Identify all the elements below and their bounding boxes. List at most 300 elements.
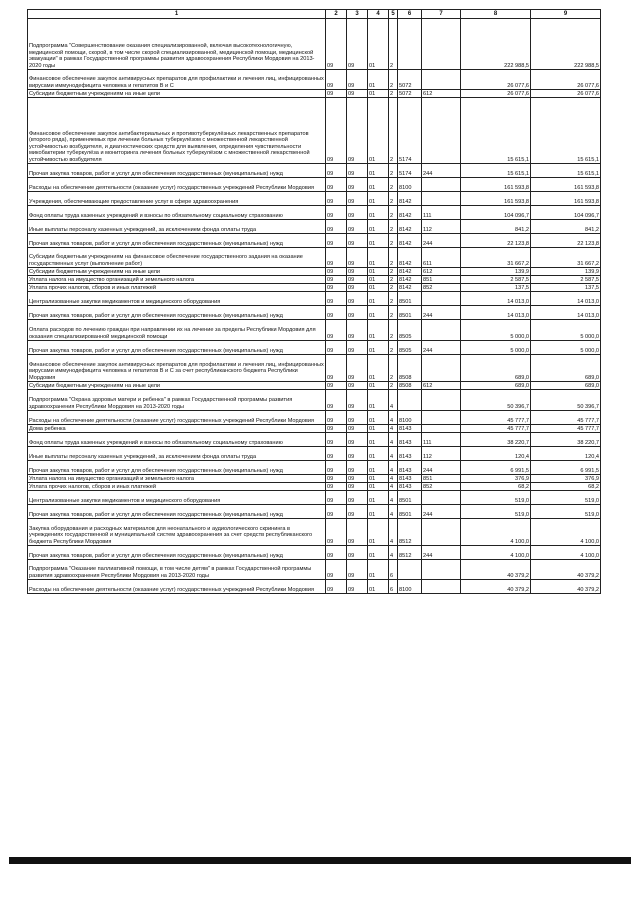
code-cell: 09: [347, 355, 368, 382]
amount-cell: 26 077,6: [531, 90, 601, 98]
code-cell: 4: [389, 519, 398, 546]
code-cell: 8100: [398, 411, 422, 425]
code-cell: 09: [347, 580, 368, 594]
header-cell: 4: [368, 10, 389, 19]
code-cell: [422, 70, 461, 90]
code-cell: 8143: [398, 447, 422, 461]
code-cell: 09: [326, 447, 347, 461]
code-cell: [398, 560, 422, 580]
code-cell: 01: [368, 433, 389, 447]
code-cell: 8142: [398, 220, 422, 234]
amount-cell: 6 991,5: [461, 461, 531, 475]
table-row: [28, 206, 601, 220]
amount-cell: 31 667,2: [531, 248, 601, 268]
code-cell: 01: [368, 306, 389, 320]
amount-cell: 14 013,0: [461, 306, 531, 320]
code-cell: 8142: [398, 276, 422, 284]
code-cell: 09: [347, 220, 368, 234]
table-row: [28, 475, 601, 483]
code-cell: 8142: [398, 284, 422, 292]
amount-cell: 45 777,7: [461, 411, 531, 425]
code-cell: 01: [368, 411, 389, 425]
code-cell: 8100: [398, 178, 422, 192]
code-cell: 09: [326, 306, 347, 320]
table-row: [28, 98, 601, 164]
code-cell: 09: [347, 19, 368, 70]
code-cell: [422, 519, 461, 546]
code-cell: [422, 292, 461, 306]
code-cell: 01: [368, 284, 389, 292]
code-cell: 09: [347, 433, 368, 447]
code-cell: 09: [326, 390, 347, 411]
code-cell: 2: [389, 206, 398, 220]
code-cell: 09: [326, 292, 347, 306]
code-cell: 09: [326, 341, 347, 355]
amount-cell: 26 077,6: [531, 70, 601, 90]
code-cell: 2: [389, 292, 398, 306]
code-cell: 8143: [398, 461, 422, 475]
table-row: [28, 411, 601, 425]
row-name-cell: Прочая закупка товаров, работ и услуг для обеспечения государственных (муниципальных) нужд: [28, 306, 326, 320]
table-row: [28, 461, 601, 475]
table-row: [28, 248, 601, 268]
code-cell: 09: [326, 519, 347, 546]
code-cell: 01: [368, 164, 389, 178]
code-cell: 112: [422, 220, 461, 234]
code-cell: 09: [326, 505, 347, 519]
code-cell: 852: [422, 284, 461, 292]
code-cell: 4: [389, 425, 398, 433]
code-cell: 2: [389, 355, 398, 382]
amount-cell: 161 593,8: [531, 178, 601, 192]
row-name-cell: Субсидии бюджетным учреждениям на финансовое обеспечение государственного задания на оказание государственных услуг (выполнение работ): [28, 248, 326, 268]
code-cell: 09: [347, 98, 368, 164]
amount-cell: 519,0: [531, 491, 601, 505]
table-row: [28, 19, 601, 70]
code-cell: 09: [347, 475, 368, 483]
table-header-row: [28, 10, 601, 19]
code-cell: 2: [389, 164, 398, 178]
amount-cell: 104 096,7: [531, 206, 601, 220]
amount-cell: 2 587,5: [531, 276, 601, 284]
code-cell: 01: [368, 491, 389, 505]
row-name-cell: Иные выплаты персоналу казенных учреждений, за исключением фонда оплаты труда: [28, 220, 326, 234]
code-cell: 09: [326, 164, 347, 178]
row-name-cell: Финансовое обеспечение закупок антивирусных препаратов для профилактики и лечения лиц, инфицированных вирусами иммунодефицита человека и гепатитов В и С за счет республиканского бюджета Республики Мордовия: [28, 355, 326, 382]
code-cell: 01: [368, 580, 389, 594]
budget-table: [27, 9, 601, 594]
code-cell: 01: [368, 519, 389, 546]
table-row: [28, 90, 601, 98]
table-row: [28, 70, 601, 90]
header-cell: 3: [347, 10, 368, 19]
code-cell: 8508: [398, 382, 422, 390]
code-cell: 6: [389, 560, 398, 580]
table-row: [28, 320, 601, 341]
code-cell: 09: [347, 306, 368, 320]
code-cell: [422, 491, 461, 505]
code-cell: 09: [326, 248, 347, 268]
row-name-cell: Уплата налога на имущество организаций и земельного налога: [28, 475, 326, 483]
table-row: [28, 425, 601, 433]
amount-cell: 139,9: [461, 268, 531, 276]
amount-cell: 38 220,7: [531, 433, 601, 447]
table-row: [28, 192, 601, 206]
code-cell: 4: [389, 390, 398, 411]
row-name-cell: Иные выплаты персоналу казенных учреждений, за исключением фонда оплаты труда: [28, 447, 326, 461]
code-cell: 09: [347, 292, 368, 306]
code-cell: 851: [422, 276, 461, 284]
amount-cell: 4 100,0: [461, 546, 531, 560]
code-cell: 2: [389, 341, 398, 355]
code-cell: 244: [422, 341, 461, 355]
code-cell: 8505: [398, 320, 422, 341]
amount-cell: 5 000,0: [531, 320, 601, 341]
header-cell: 1: [28, 10, 326, 19]
table-row: [28, 560, 601, 580]
code-cell: 111: [422, 433, 461, 447]
code-cell: 09: [326, 320, 347, 341]
code-cell: 09: [326, 475, 347, 483]
code-cell: 2: [389, 306, 398, 320]
code-cell: 8142: [398, 234, 422, 248]
table-row: [28, 292, 601, 306]
code-cell: 09: [347, 164, 368, 178]
code-cell: 112: [422, 447, 461, 461]
code-cell: [422, 425, 461, 433]
code-cell: 01: [368, 546, 389, 560]
table-row: [28, 341, 601, 355]
header-cell: 6: [398, 10, 422, 19]
table-row: [28, 382, 601, 390]
code-cell: 2: [389, 70, 398, 90]
amount-cell: 104 096,7: [461, 206, 531, 220]
code-cell: 09: [326, 276, 347, 284]
code-cell: 2: [389, 284, 398, 292]
code-cell: 09: [347, 90, 368, 98]
code-cell: 244: [422, 164, 461, 178]
table-row: [28, 306, 601, 320]
code-cell: 4: [389, 475, 398, 483]
code-cell: 09: [347, 491, 368, 505]
code-cell: 4: [389, 505, 398, 519]
code-cell: 01: [368, 220, 389, 234]
code-cell: 09: [326, 560, 347, 580]
code-cell: 09: [347, 341, 368, 355]
code-cell: [422, 560, 461, 580]
table-row: [28, 268, 601, 276]
row-name-cell: Прочая закупка товаров, работ и услуг для обеспечения государственных (муниципальных) нужд: [28, 546, 326, 560]
code-cell: 09: [347, 268, 368, 276]
amount-cell: 40 379,2: [531, 580, 601, 594]
table-row: [28, 546, 601, 560]
amount-cell: 5 000,0: [461, 320, 531, 341]
amount-cell: 5 000,0: [531, 341, 601, 355]
table-row: [28, 178, 601, 192]
code-cell: 09: [347, 505, 368, 519]
amount-cell: 689,0: [531, 355, 601, 382]
code-cell: 09: [326, 192, 347, 206]
row-name-cell: Учреждения, обеспечивающие предоставление услуг в сфере здравоохранения: [28, 192, 326, 206]
amount-cell: 4 100,0: [461, 519, 531, 546]
amount-cell: 519,0: [531, 505, 601, 519]
code-cell: 244: [422, 234, 461, 248]
row-name-cell: Централизованные закупки медикаментов и медицинского оборудования: [28, 292, 326, 306]
code-cell: 612: [422, 90, 461, 98]
code-cell: 01: [368, 248, 389, 268]
code-cell: 09: [347, 546, 368, 560]
code-cell: 2: [389, 90, 398, 98]
code-cell: 2: [389, 276, 398, 284]
row-name-cell: Подпрограмма "Совершенствование оказания специализированной, включая высокотехнологичную, медицинской помощи, скорой, в том числе скорой специализированной, медицинской помощи, медицинской эвакуации" в рамках Государственной программы развития здравоохранения Республики Мордовия на 2013-2020 годы: [28, 19, 326, 70]
code-cell: 852: [422, 483, 461, 491]
row-name-cell: Уплата налога на имущество организаций и земельного налога: [28, 276, 326, 284]
amount-cell: 222 988,5: [461, 19, 531, 70]
amount-cell: 40 379,2: [461, 560, 531, 580]
code-cell: 8505: [398, 341, 422, 355]
code-cell: 8512: [398, 519, 422, 546]
code-cell: 8501: [398, 505, 422, 519]
amount-cell: 161 593,8: [461, 192, 531, 206]
code-cell: 8142: [398, 192, 422, 206]
row-name-cell: Оплата расходов по лечению граждан при направлении их на лечение за пределы Республики Мордовия для оказания специализированной медицинской помощи: [28, 320, 326, 341]
amount-cell: 50 396,7: [531, 390, 601, 411]
code-cell: 09: [326, 234, 347, 248]
table-row: [28, 433, 601, 447]
code-cell: 09: [326, 425, 347, 433]
amount-cell: 68,2: [531, 483, 601, 491]
code-cell: 09: [347, 461, 368, 475]
code-cell: 09: [347, 284, 368, 292]
amount-cell: 120,4: [461, 447, 531, 461]
code-cell: 01: [368, 98, 389, 164]
code-cell: 09: [326, 433, 347, 447]
code-cell: 09: [326, 70, 347, 90]
code-cell: 09: [347, 70, 368, 90]
code-cell: 4: [389, 483, 398, 491]
code-cell: 09: [326, 206, 347, 220]
code-cell: 09: [347, 447, 368, 461]
row-name-cell: Расходы на обеспечение деятельности (оказание услуг) государственных учреждений Республики Мордовия: [28, 580, 326, 594]
code-cell: 09: [326, 98, 347, 164]
amount-cell: 31 667,2: [461, 248, 531, 268]
amount-cell: 841,2: [531, 220, 601, 234]
code-cell: 612: [422, 268, 461, 276]
code-cell: 8512: [398, 546, 422, 560]
code-cell: 244: [422, 505, 461, 519]
table-row: [28, 164, 601, 178]
row-name-cell: Субсидии бюджетным учреждениям на иные цели: [28, 382, 326, 390]
header-cell: 5: [389, 10, 398, 19]
code-cell: 01: [368, 382, 389, 390]
code-cell: 09: [326, 19, 347, 70]
code-cell: 09: [326, 411, 347, 425]
row-name-cell: Прочая закупка товаров, работ и услуг для обеспечения государственных (муниципальных) нужд: [28, 234, 326, 248]
amount-cell: 137,5: [461, 284, 531, 292]
code-cell: 2: [389, 248, 398, 268]
amount-cell: 2 587,5: [461, 276, 531, 284]
amount-cell: 68,2: [461, 483, 531, 491]
code-cell: 01: [368, 234, 389, 248]
code-cell: 09: [326, 461, 347, 475]
table-row: [28, 284, 601, 292]
code-cell: 01: [368, 276, 389, 284]
code-cell: 01: [368, 206, 389, 220]
table-row: [28, 483, 601, 491]
table-row: [28, 355, 601, 382]
code-cell: 8143: [398, 483, 422, 491]
code-cell: 01: [368, 178, 389, 192]
code-cell: 09: [326, 546, 347, 560]
row-name-cell: Дома ребенка: [28, 425, 326, 433]
code-cell: 09: [326, 220, 347, 234]
code-cell: 2: [389, 192, 398, 206]
code-cell: 01: [368, 505, 389, 519]
code-cell: 09: [347, 411, 368, 425]
code-cell: 09: [326, 268, 347, 276]
code-cell: [422, 355, 461, 382]
amount-cell: 15 615,1: [531, 98, 601, 164]
code-cell: 4: [389, 447, 398, 461]
code-cell: 2: [389, 98, 398, 164]
code-cell: 09: [326, 284, 347, 292]
code-cell: 8100: [398, 580, 422, 594]
code-cell: 8501: [398, 491, 422, 505]
code-cell: 8501: [398, 292, 422, 306]
code-cell: 2: [389, 178, 398, 192]
code-cell: 09: [347, 519, 368, 546]
code-cell: 01: [368, 19, 389, 70]
amount-cell: 376,9: [531, 475, 601, 483]
code-cell: 09: [347, 390, 368, 411]
row-name-cell: Расходы на обеспечение деятельности (оказание услуг) государственных учреждений Республики Мордовия: [28, 178, 326, 192]
code-cell: 2: [389, 220, 398, 234]
code-cell: 01: [368, 268, 389, 276]
code-cell: 01: [368, 341, 389, 355]
code-cell: 01: [368, 483, 389, 491]
code-cell: 01: [368, 292, 389, 306]
code-cell: 01: [368, 447, 389, 461]
amount-cell: 45 777,7: [531, 411, 601, 425]
code-cell: 09: [347, 320, 368, 341]
amount-cell: 26 077,6: [461, 90, 531, 98]
code-cell: [422, 320, 461, 341]
amount-cell: 22 123,8: [531, 234, 601, 248]
code-cell: 8143: [398, 475, 422, 483]
code-cell: 4: [389, 461, 398, 475]
code-cell: 09: [347, 276, 368, 284]
table-row: [28, 447, 601, 461]
code-cell: 09: [347, 234, 368, 248]
row-name-cell: Подпрограмма "Оказание паллиативной помощи, в том числе детям" в рамках Государственной программы развития здравоохранения Республики Мордовия на 2013-2020 годы: [28, 560, 326, 580]
code-cell: 6: [389, 580, 398, 594]
code-cell: 01: [368, 461, 389, 475]
code-cell: 01: [368, 560, 389, 580]
code-cell: 2: [389, 234, 398, 248]
amount-cell: 4 100,0: [531, 546, 601, 560]
row-name-cell: Уплата прочих налогов, сборов и иных платежей: [28, 284, 326, 292]
amount-cell: 161 593,8: [461, 178, 531, 192]
code-cell: 851: [422, 475, 461, 483]
code-cell: 244: [422, 546, 461, 560]
code-cell: 01: [368, 390, 389, 411]
amount-cell: 689,0: [531, 382, 601, 390]
code-cell: 4: [389, 411, 398, 425]
code-cell: 09: [326, 90, 347, 98]
code-cell: 09: [347, 178, 368, 192]
code-cell: 8143: [398, 433, 422, 447]
amount-cell: 45 777,7: [531, 425, 601, 433]
code-cell: [398, 19, 422, 70]
amount-cell: 14 013,0: [531, 292, 601, 306]
amount-cell: 38 220,7: [461, 433, 531, 447]
row-name-cell: Прочая закупка товаров, работ и услуг для обеспечения государственных (муниципальных) нужд: [28, 341, 326, 355]
code-cell: [398, 390, 422, 411]
code-cell: 8142: [398, 268, 422, 276]
code-cell: 01: [368, 192, 389, 206]
code-cell: [422, 19, 461, 70]
amount-cell: 139,9: [531, 268, 601, 276]
code-cell: 01: [368, 70, 389, 90]
code-cell: 01: [368, 355, 389, 382]
code-cell: 8143: [398, 425, 422, 433]
amount-cell: 161 593,8: [531, 192, 601, 206]
row-name-cell: Подпрограмма "Охрана здоровья матери и ребенка" в рамках Государственной программы развития здравоохранения Республики Мордовия на 2013-2020 годы: [28, 390, 326, 411]
row-name-cell: Централизованные закупки медикаментов и медицинского оборудования: [28, 491, 326, 505]
amount-cell: 15 615,1: [531, 164, 601, 178]
code-cell: 611: [422, 248, 461, 268]
code-cell: [422, 192, 461, 206]
code-cell: 111: [422, 206, 461, 220]
code-cell: 5072: [398, 70, 422, 90]
row-name-cell: Субсидии бюджетным учреждениям на иные цели: [28, 90, 326, 98]
code-cell: 09: [326, 483, 347, 491]
code-cell: [422, 411, 461, 425]
row-name-cell: Фонд оплаты труда казенных учреждений и взносы по обязательному социальному страхованию: [28, 206, 326, 220]
code-cell: 8142: [398, 206, 422, 220]
table-row: [28, 491, 601, 505]
code-cell: 5072: [398, 90, 422, 98]
code-cell: 09: [347, 425, 368, 433]
amount-cell: 137,5: [531, 284, 601, 292]
code-cell: 09: [347, 382, 368, 390]
code-cell: 09: [347, 483, 368, 491]
code-cell: [422, 390, 461, 411]
code-cell: [422, 98, 461, 164]
amount-cell: 40 379,2: [461, 580, 531, 594]
code-cell: 01: [368, 320, 389, 341]
code-cell: 8501: [398, 306, 422, 320]
row-name-cell: Субсидии бюджетным учреждениям на иные цели: [28, 268, 326, 276]
code-cell: 09: [326, 382, 347, 390]
table-row: [28, 519, 601, 546]
amount-cell: 519,0: [461, 491, 531, 505]
table-row: [28, 276, 601, 284]
row-name-cell: Фонд оплаты труда казенных учреждений и взносы по обязательному социальному страхованию: [28, 433, 326, 447]
code-cell: 5174: [398, 98, 422, 164]
row-name-cell: Прочая закупка товаров, работ и услуг для обеспечения государственных (муниципальных) нужд: [28, 461, 326, 475]
code-cell: 244: [422, 306, 461, 320]
code-cell: [422, 178, 461, 192]
code-cell: 2: [389, 19, 398, 70]
amount-cell: 6 991,5: [531, 461, 601, 475]
amount-cell: 50 396,7: [461, 390, 531, 411]
amount-cell: 689,0: [461, 355, 531, 382]
page-bottom-bar: [9, 857, 631, 864]
table-row: [28, 390, 601, 411]
amount-cell: 120,4: [531, 447, 601, 461]
row-name-cell: Расходы на обеспечение деятельности (оказание услуг) государственных учреждений Республики Мордовия: [28, 411, 326, 425]
